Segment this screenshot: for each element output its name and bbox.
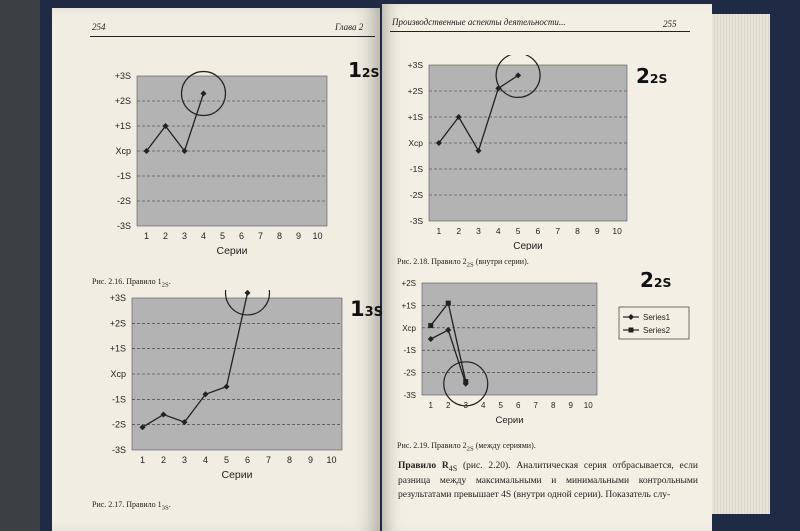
legend-label: Series2 — [643, 326, 671, 335]
figure-caption-2-16: Рис. 2.16. Правило $1_{2S}$. — [92, 277, 171, 289]
rule-r4s-paragraph: Правило $R_{4S}$ (рис. 2.20). Аналитическая серия отбрасывается, если разница между максимальными и минимальными контрольными результатами превышает 4S (внутри одной серии). Показатель слу- — [398, 461, 698, 500]
y-tick-label: +3S — [109, 293, 126, 303]
x-tick-label: 8 — [276, 231, 283, 241]
rule-badge-1-2s: 12S — [348, 58, 380, 82]
x-tick-label: 2 — [456, 226, 462, 236]
chart-rule-1-2s — [92, 70, 352, 270]
x-tick-label: 10 — [312, 231, 323, 241]
x-tick-label: 2 — [160, 455, 167, 465]
y-tick-label: -3S — [116, 221, 131, 231]
plot-area — [429, 65, 627, 221]
left-header-rule — [90, 36, 375, 37]
y-tick-label: -2S — [403, 368, 416, 378]
x-tick-label: 7 — [265, 455, 272, 465]
x-tick-label: 2 — [446, 401, 451, 410]
y-tick-label: +3S — [407, 60, 423, 70]
data-point — [245, 290, 251, 296]
x-tick-label: 7 — [533, 401, 538, 410]
page-edges — [712, 14, 770, 514]
right-page-number: 255 — [663, 19, 677, 29]
data-point — [463, 379, 468, 384]
chart-rule-1-3s — [92, 290, 352, 500]
x-tick-label: 6 — [516, 401, 521, 410]
y-tick-label: +2S — [114, 96, 131, 106]
y-tick-label: +1S — [114, 121, 131, 131]
x-tick-label: 7 — [257, 231, 264, 241]
y-tick-label: -1S — [409, 164, 423, 174]
x-tick-label: 6 — [535, 226, 541, 236]
x-tick-label: 6 — [238, 231, 245, 241]
x-tick-label: 7 — [555, 226, 561, 236]
x-axis-label: Серии — [513, 241, 543, 250]
y-tick-label: -2S — [111, 419, 126, 430]
rule-badge-2-2s-bottom: 22S — [640, 268, 672, 292]
x-tick-label: 10 — [612, 226, 622, 236]
y-tick-label: -3S — [409, 216, 423, 226]
x-tick-label: 3 — [181, 231, 188, 241]
x-tick-label: 8 — [551, 401, 556, 410]
x-tick-label: 4 — [202, 455, 209, 465]
y-tick-label: -1S — [111, 394, 126, 405]
left-page-number: 254 — [92, 22, 106, 32]
y-tick-label: +2S — [407, 86, 423, 96]
right-header-rule — [390, 31, 690, 32]
figure-caption-2-17: Рис. 2.17. Правило $1_{3S}$. — [92, 500, 171, 512]
x-tick-label: 2 — [162, 231, 169, 241]
x-axis-label: Серии — [221, 469, 253, 481]
x-tick-label: 8 — [286, 455, 293, 465]
plot-area — [422, 283, 597, 395]
y-tick-label: -1S — [116, 171, 131, 181]
legend-marker — [629, 328, 634, 333]
x-tick-label: 9 — [295, 231, 302, 241]
x-tick-label: 1 — [436, 226, 442, 236]
right-running-head: Производственные аспекты деятельности... — [392, 17, 566, 27]
x-tick-label: 5 — [223, 455, 230, 465]
y-tick-label: -3S — [403, 391, 416, 400]
y-tick-label: -1S — [403, 346, 416, 356]
x-tick-label: 6 — [244, 455, 251, 465]
x-tick-label: 1 — [428, 401, 433, 410]
y-tick-label: +1S — [109, 343, 126, 354]
rule-badge-2-2s-top: 22S — [636, 64, 668, 88]
x-tick-label: 8 — [575, 226, 580, 236]
y-tick-label: +2S — [401, 279, 416, 288]
x-tick-label: 3 — [181, 455, 188, 465]
y-tick-label: Xcp — [402, 323, 416, 333]
x-tick-label: 9 — [307, 455, 314, 465]
x-axis-label: Серии — [216, 245, 248, 257]
y-tick-label: Xcp — [408, 138, 423, 148]
x-axis-label: Серии — [495, 415, 524, 426]
x-tick-label: 3 — [476, 226, 481, 236]
x-tick-label: 4 — [495, 226, 501, 236]
x-tick-label: 5 — [219, 231, 226, 241]
y-tick-label: Xcp — [110, 369, 126, 379]
y-tick-label: +1S — [407, 112, 423, 122]
data-point — [428, 323, 433, 328]
x-tick-label: 9 — [594, 226, 600, 236]
y-tick-label: +1S — [401, 301, 416, 311]
x-tick-label: 5 — [515, 226, 521, 236]
x-tick-label: 1 — [143, 231, 150, 241]
figure-caption-2-18: Рис. 2.18. Правило $2_{2S}$ (внутри серии). — [397, 257, 529, 269]
y-tick-label: -2S — [409, 190, 423, 200]
figure-caption-2-19: Рис. 2.19. Правило $2_{2S}$ (между сериями). — [397, 441, 536, 453]
y-tick-label: -2S — [116, 196, 131, 206]
x-tick-label: 3 — [463, 401, 468, 410]
chart-rule-2-2s-within — [392, 55, 652, 250]
y-tick-label: +2S — [109, 318, 126, 329]
data-point — [446, 301, 451, 306]
y-tick-label: -3S — [111, 445, 126, 455]
x-tick-label: 1 — [139, 455, 146, 465]
y-tick-label: +3S — [114, 71, 131, 81]
x-tick-label: 4 — [481, 401, 486, 410]
left-running-head: Глава 2 — [335, 22, 364, 32]
x-tick-label: 10 — [326, 455, 337, 465]
legend-label: Series1 — [643, 313, 671, 322]
chart-rule-2-2s-between — [392, 275, 692, 440]
x-tick-label: 9 — [568, 401, 573, 410]
x-tick-label: 10 — [583, 401, 593, 410]
rule-badge-1-3s: 13S — [350, 297, 384, 321]
x-tick-label: 4 — [200, 231, 207, 241]
y-tick-label: Xcp — [115, 146, 131, 156]
x-tick-label: 5 — [498, 401, 503, 410]
